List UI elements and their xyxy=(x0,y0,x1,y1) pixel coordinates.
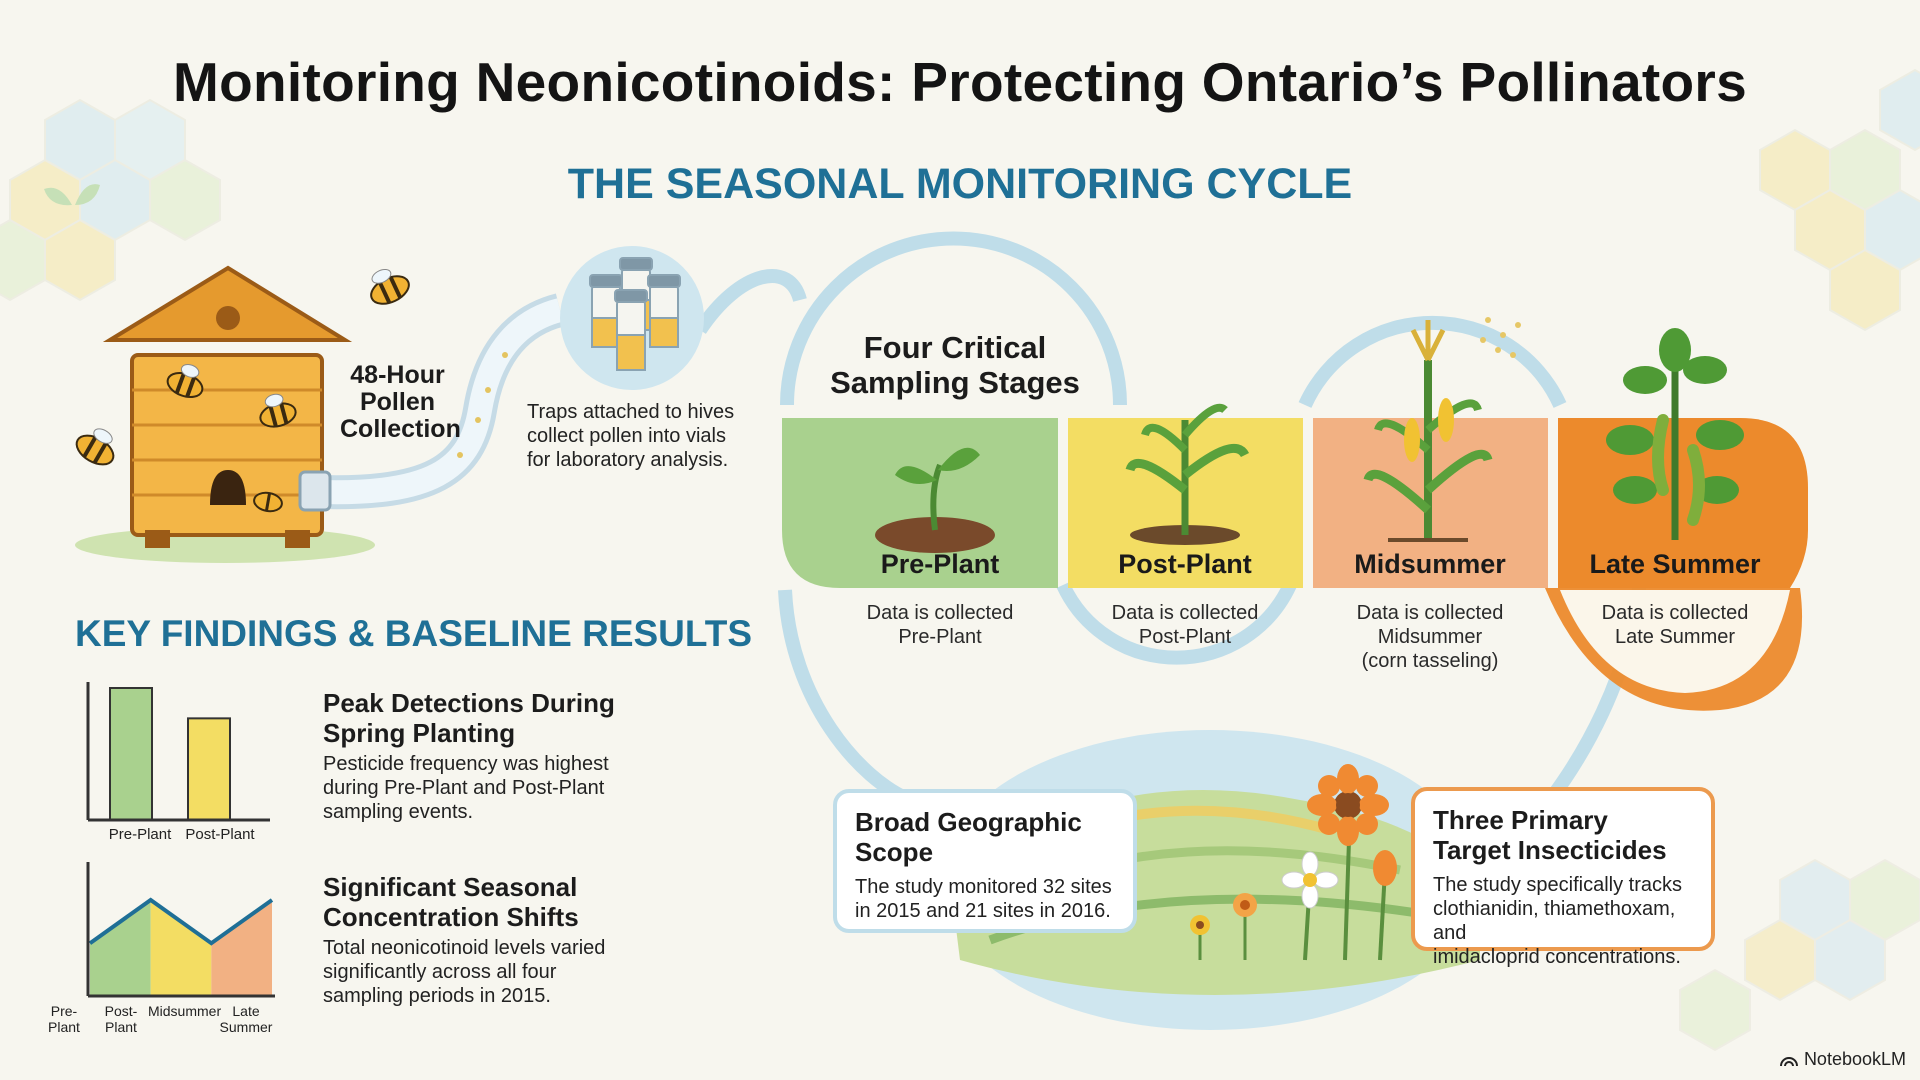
stage-name-post-plant: Post-Plant xyxy=(1118,549,1252,579)
area-tick-label: Late Summer xyxy=(219,1003,273,1035)
beehive-icon xyxy=(75,268,375,563)
brand-badge xyxy=(1780,1049,1906,1070)
seasonal-shift-chart xyxy=(80,860,280,1000)
targets-heading-line: Three Primary xyxy=(1433,805,1608,835)
finding-2-body xyxy=(323,936,605,1008)
collection-label-line: Pollen xyxy=(359,388,435,416)
finding-1-heading xyxy=(323,688,615,748)
scope-box xyxy=(839,795,1131,927)
pollen-vials-icon xyxy=(560,246,704,390)
brand-name: NotebookLM xyxy=(1803,1049,1906,1069)
findings-heading: KEY FINDINGS & BASELINE RESULTS xyxy=(75,613,753,654)
cycle-heading xyxy=(815,330,1095,400)
area-segment-1 xyxy=(90,900,151,996)
stage-desc-pre-plant: Data is collected Pre-Plant xyxy=(866,602,1014,648)
scope-heading-line: Broad Geographic xyxy=(855,807,1082,837)
stage-name-pre-plant: Pre-Plant xyxy=(880,549,1000,579)
bar-tick-label: Post-Plant xyxy=(185,826,255,843)
targets-heading-line: Target Insecticides xyxy=(1433,835,1667,865)
scope-body-line: in 2015 and 21 sites in 2016. xyxy=(855,900,1111,922)
finding-heading-line: Concentration Shifts xyxy=(323,902,579,932)
bar-tick-label: Pre-Plant xyxy=(108,826,172,843)
collection-label xyxy=(340,361,461,443)
peak-detections-chart xyxy=(80,680,280,825)
trap-description xyxy=(527,400,772,472)
scope-body xyxy=(855,875,1115,923)
collection-label-line: Collection xyxy=(340,415,461,443)
finding-body-line: during Pre-Plant and Post-Plant xyxy=(323,777,605,799)
targets-heading xyxy=(1433,805,1693,865)
cycle-heading-line: Four Critical xyxy=(863,330,1047,365)
hexagon-pattern-bottom-right xyxy=(1680,860,1920,1050)
finding-heading-line: Spring Planting xyxy=(323,718,516,748)
cycle-heading-line: Sampling Stages xyxy=(830,365,1080,400)
stage-desc-late-summer: Data is collected Late Summer xyxy=(1601,602,1749,648)
trap-description-line: Traps attached to hives xyxy=(527,401,735,423)
stage-desc-post-plant: Data is collected Post-Plant xyxy=(1111,602,1259,648)
finding-1-body xyxy=(323,752,609,824)
trap-description-line: collect pollen into vials xyxy=(527,425,726,447)
scope-heading-line: Scope xyxy=(855,837,934,867)
notebooklm-logo-icon xyxy=(1780,1053,1798,1067)
bar-post-plant xyxy=(188,718,230,820)
targets-body-line: clothianidin, thiamethoxam, and xyxy=(1433,898,1676,944)
collection-label-line: 48-Hour xyxy=(350,361,445,389)
finding-body-line: Pesticide frequency was highest xyxy=(323,753,609,775)
targets-box xyxy=(1417,793,1709,968)
targets-body-line: The study specifically tracks xyxy=(1433,874,1682,896)
scope-body-line: The study monitored 32 sites xyxy=(855,876,1112,898)
finding-heading-line: Peak Detections During xyxy=(323,688,615,718)
scope-heading xyxy=(855,807,1115,867)
finding-body-line: sampling periods in 2015. xyxy=(323,985,551,1007)
trap-description-line: for laboratory analysis. xyxy=(527,449,729,471)
area-tick-label: Midsummer xyxy=(148,1003,222,1019)
finding-body-line: significantly across all four xyxy=(323,961,557,983)
area-tick-label: Pre- Plant xyxy=(48,1003,80,1035)
finding-heading-line: Significant Seasonal xyxy=(323,872,578,902)
page-title: Monitoring Neonicotinoids: Protecting Ontario’s Pollinators xyxy=(172,51,1747,113)
area-segment-3 xyxy=(211,900,272,996)
stage-name-late-summer: Late Summer xyxy=(1589,549,1761,579)
targets-body-line: imidacloprid concentrations. xyxy=(1433,946,1681,968)
area-segment-2 xyxy=(151,900,212,996)
stage-name-midsummer: Midsummer xyxy=(1354,549,1506,579)
targets-body xyxy=(1433,873,1693,969)
cycle-subtitle: THE SEASONAL MONITORING CYCLE xyxy=(567,160,1353,208)
finding-body-line: sampling events. xyxy=(323,801,474,823)
stage-desc-midsummer: Data is collected Midsummer (corn tasseling) xyxy=(1356,602,1504,672)
bar-pre-plant xyxy=(110,688,152,820)
finding-2-heading xyxy=(323,872,579,932)
area-tick-label: Post- Plant xyxy=(104,1003,138,1035)
finding-body-line: Total neonicotinoid levels varied xyxy=(323,937,606,959)
